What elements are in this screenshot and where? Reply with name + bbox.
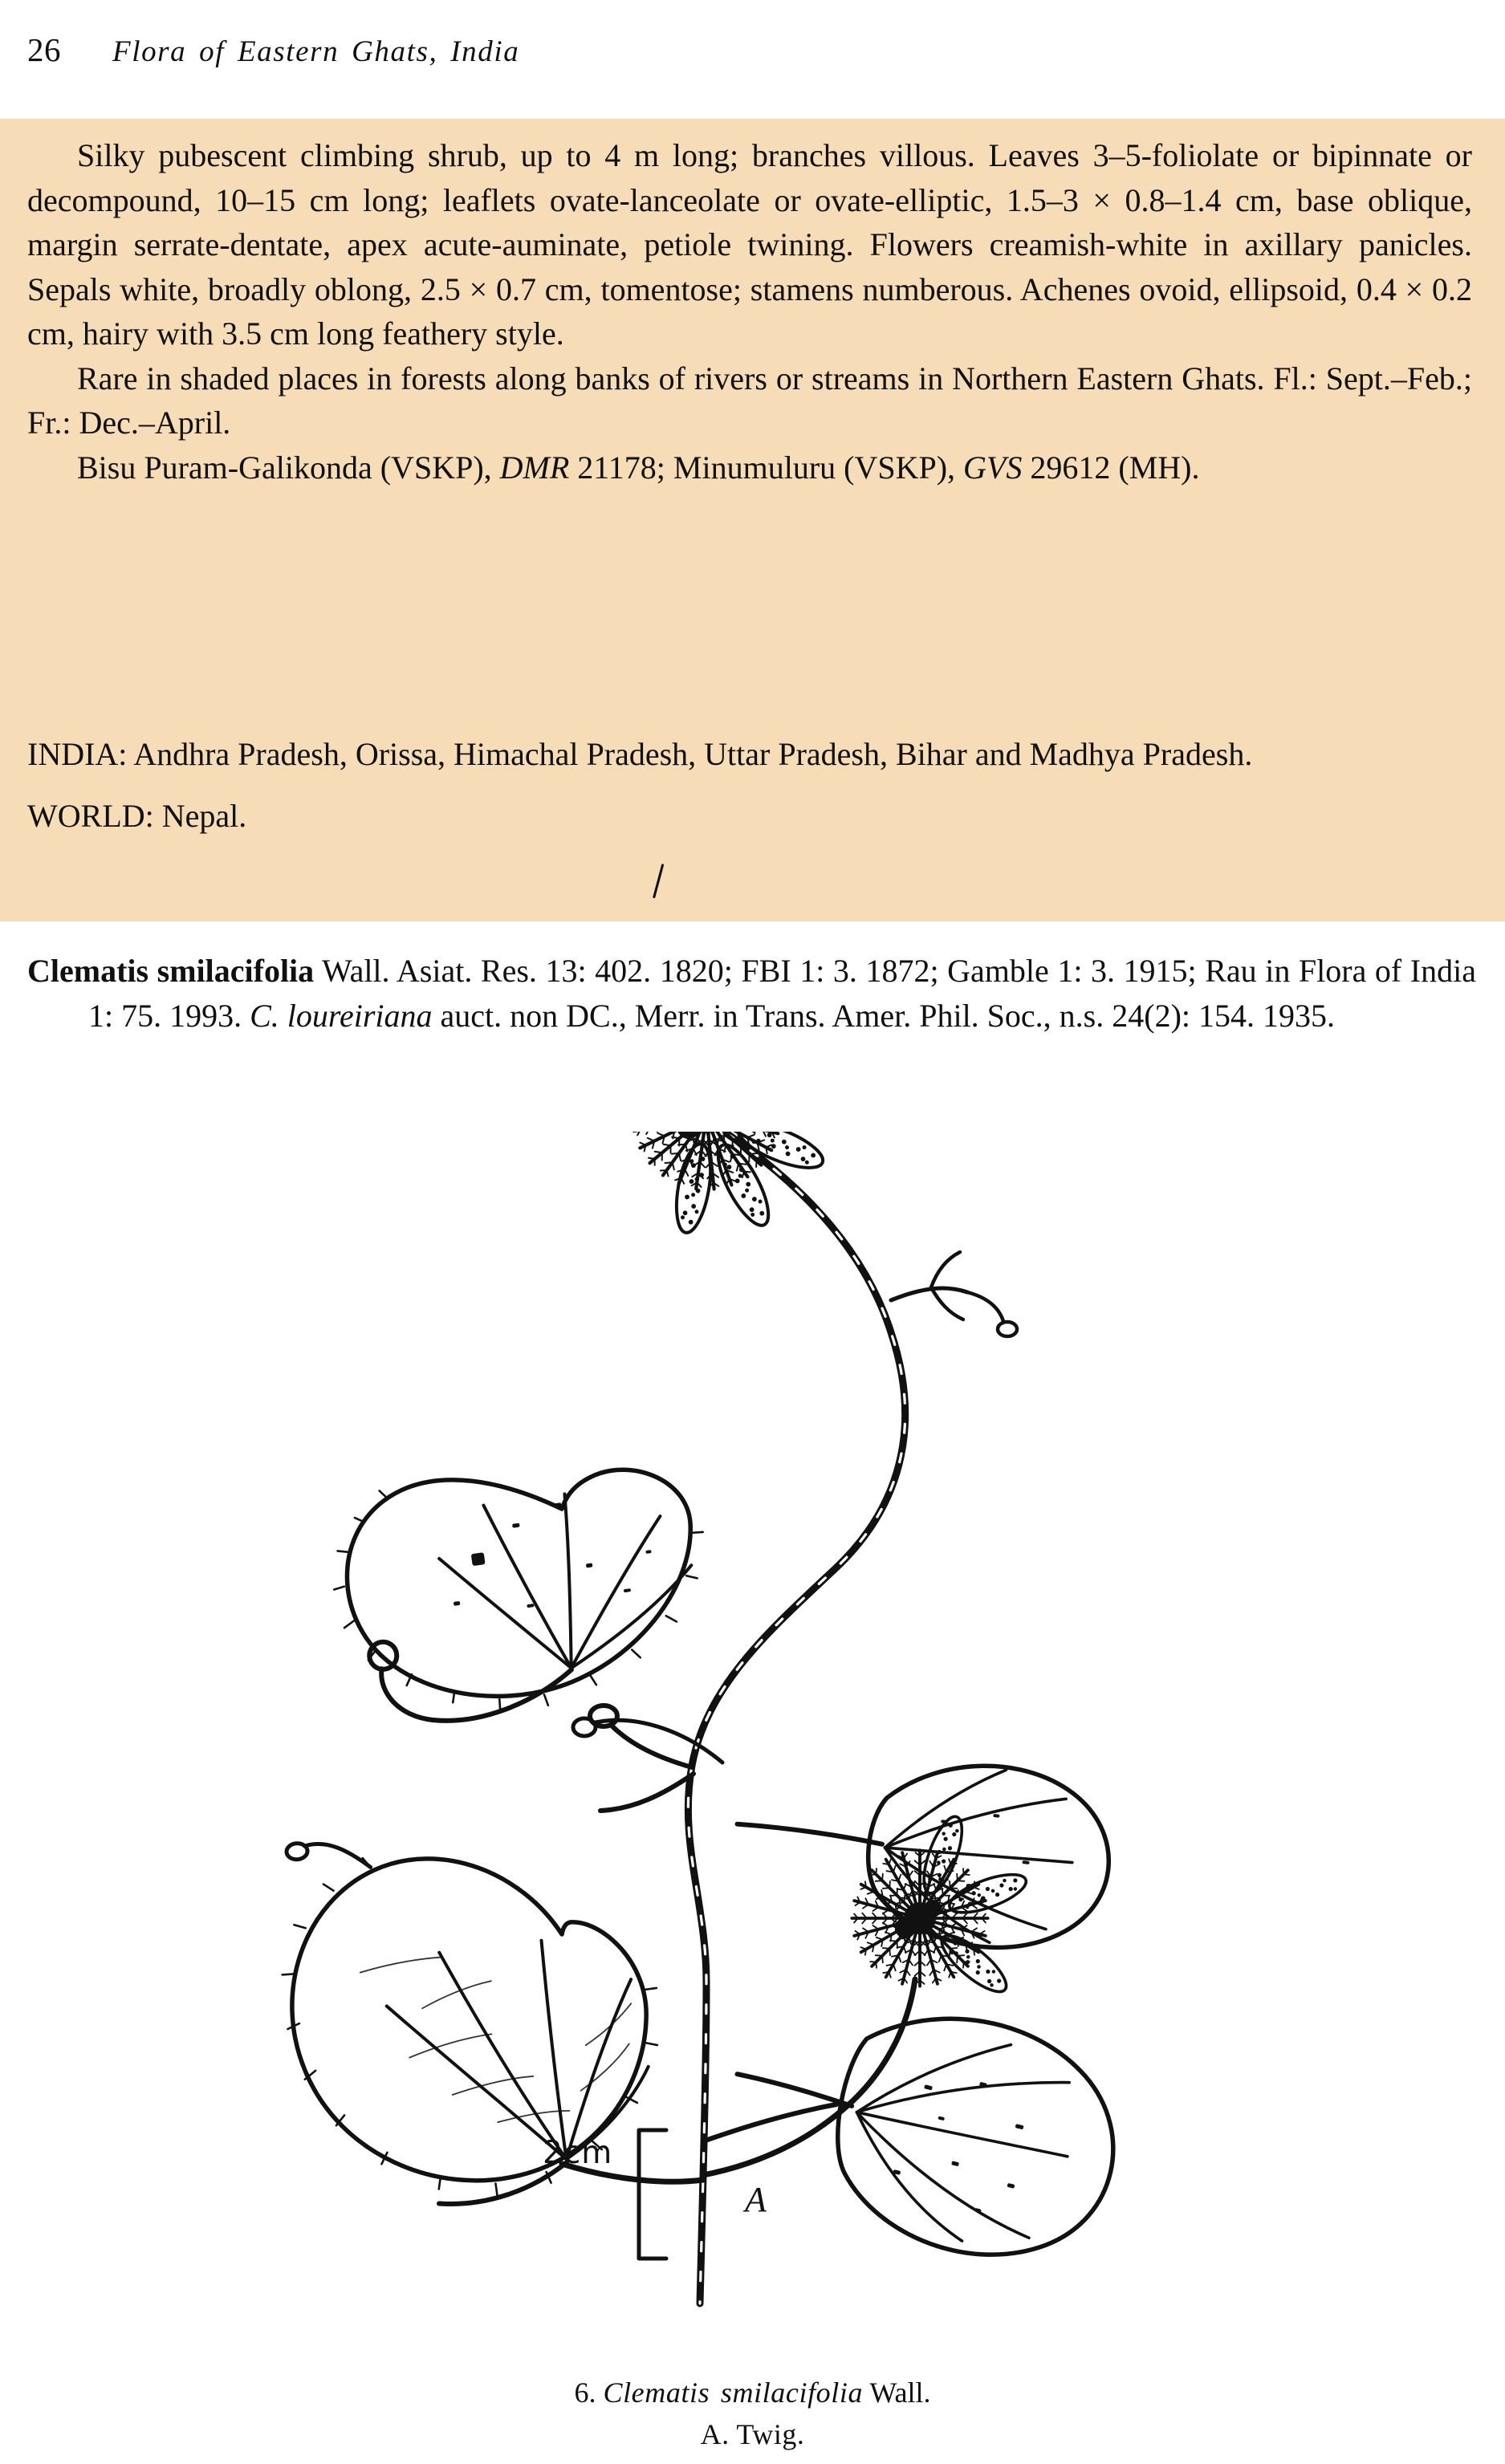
- highlight-region: [0, 119, 1505, 921]
- description-paragraph-specimens: [27, 445, 1472, 490]
- nomenclature-citation: [27, 949, 1476, 1039]
- description-paragraph-morphology: Silky pubescent climbing shrub, up to 4 m long; branches villous. Leaves 3–5-foliolate or bipinnate or decompound, 10–15 cm long; leaflets ovate-lanceolate or ovate-elliptic, 1.5–3 × 0.8–1.4 cm, base oblique, margin serrate-dentate, apex acute-auminate, petiole twining. Flowers creamish-white in axillary panicles. Sepals white, broadly oblong, 2.5 × 0.7 cm, tomentose; stamens numberous. Achenes ovoid, ellipsoid, 0.4 × 0.2 cm, hairy with 3.5 cm long feathery style.: [27, 137, 1472, 352]
- page-folio-number: 26: [27, 31, 61, 68]
- figure-caption: [0, 2372, 1505, 2455]
- distribution-india: [27, 732, 1476, 777]
- distribution-world: [27, 794, 1476, 839]
- synonym-species-name: C. loureiriana: [250, 998, 433, 1034]
- distribution-block: [27, 732, 1476, 838]
- specimen-collector-1: DMR: [499, 449, 570, 486]
- running-head: [27, 30, 1472, 77]
- botanical-illustration: [0, 1132, 1505, 2336]
- caption-species-name: Clematis smilacifolia: [603, 2377, 864, 2409]
- distribution-india-value: Andhra Pradesh, Orissa, Himachal Pradesh, Uttar Pradesh, Bihar and Madhya Pradesh.: [127, 736, 1253, 772]
- description-paragraph-habitat: Rare in shaded places in forests along banks of rivers or streams in Northern Eastern Ghats. Fl.: Sept.–Feb.; Fr.: Dec.–April.: [27, 360, 1472, 441]
- pen-annotation-slash-mark: [653, 864, 664, 898]
- specimen-locality-1: Bisu Puram-Galikonda (VSKP),: [77, 449, 500, 486]
- citation-authority-secondary: auct. non DC., Merr. in Trans. Amer. Phil. Soc., n.s. 24(2): 154. 1935.: [432, 998, 1335, 1034]
- specimen-number-1: 21178; Minumuluru (VSKP),: [569, 449, 964, 486]
- caption-figure-number: 6.: [574, 2377, 596, 2409]
- distribution-india-label: INDIA:: [27, 736, 128, 772]
- caption-author: Wall.: [863, 2377, 931, 2409]
- distribution-world-label: WORLD:: [27, 797, 154, 834]
- figure-panel-letter: A: [745, 2180, 767, 2219]
- specimen-number-2: 29612 (MH).: [1022, 449, 1200, 486]
- accepted-species-name: Clematis smilacifolia: [27, 953, 315, 989]
- running-title: Flora of Eastern Ghats, India: [112, 35, 520, 68]
- citation-authority-primary: Wall. Asiat. Res. 13: 402. 1820; FBI 1: 3. 1872; Gamble 1: 3. 1915; Rau in Flora of India 1: 75. 1993.: [88, 953, 1476, 1034]
- citation-paragraph: [27, 949, 1476, 1039]
- caption-line-binomial: [0, 2372, 1505, 2413]
- distribution-world-value: Nepal.: [153, 797, 247, 834]
- clematis-twig-drawing: [0, 1132, 1505, 2336]
- species-description: [27, 133, 1472, 490]
- specimen-collector-2: GVS: [963, 449, 1023, 486]
- caption-line-panel: A. Twig.: [700, 2418, 805, 2450]
- scale-bar-label: 2cm: [543, 2135, 613, 2171]
